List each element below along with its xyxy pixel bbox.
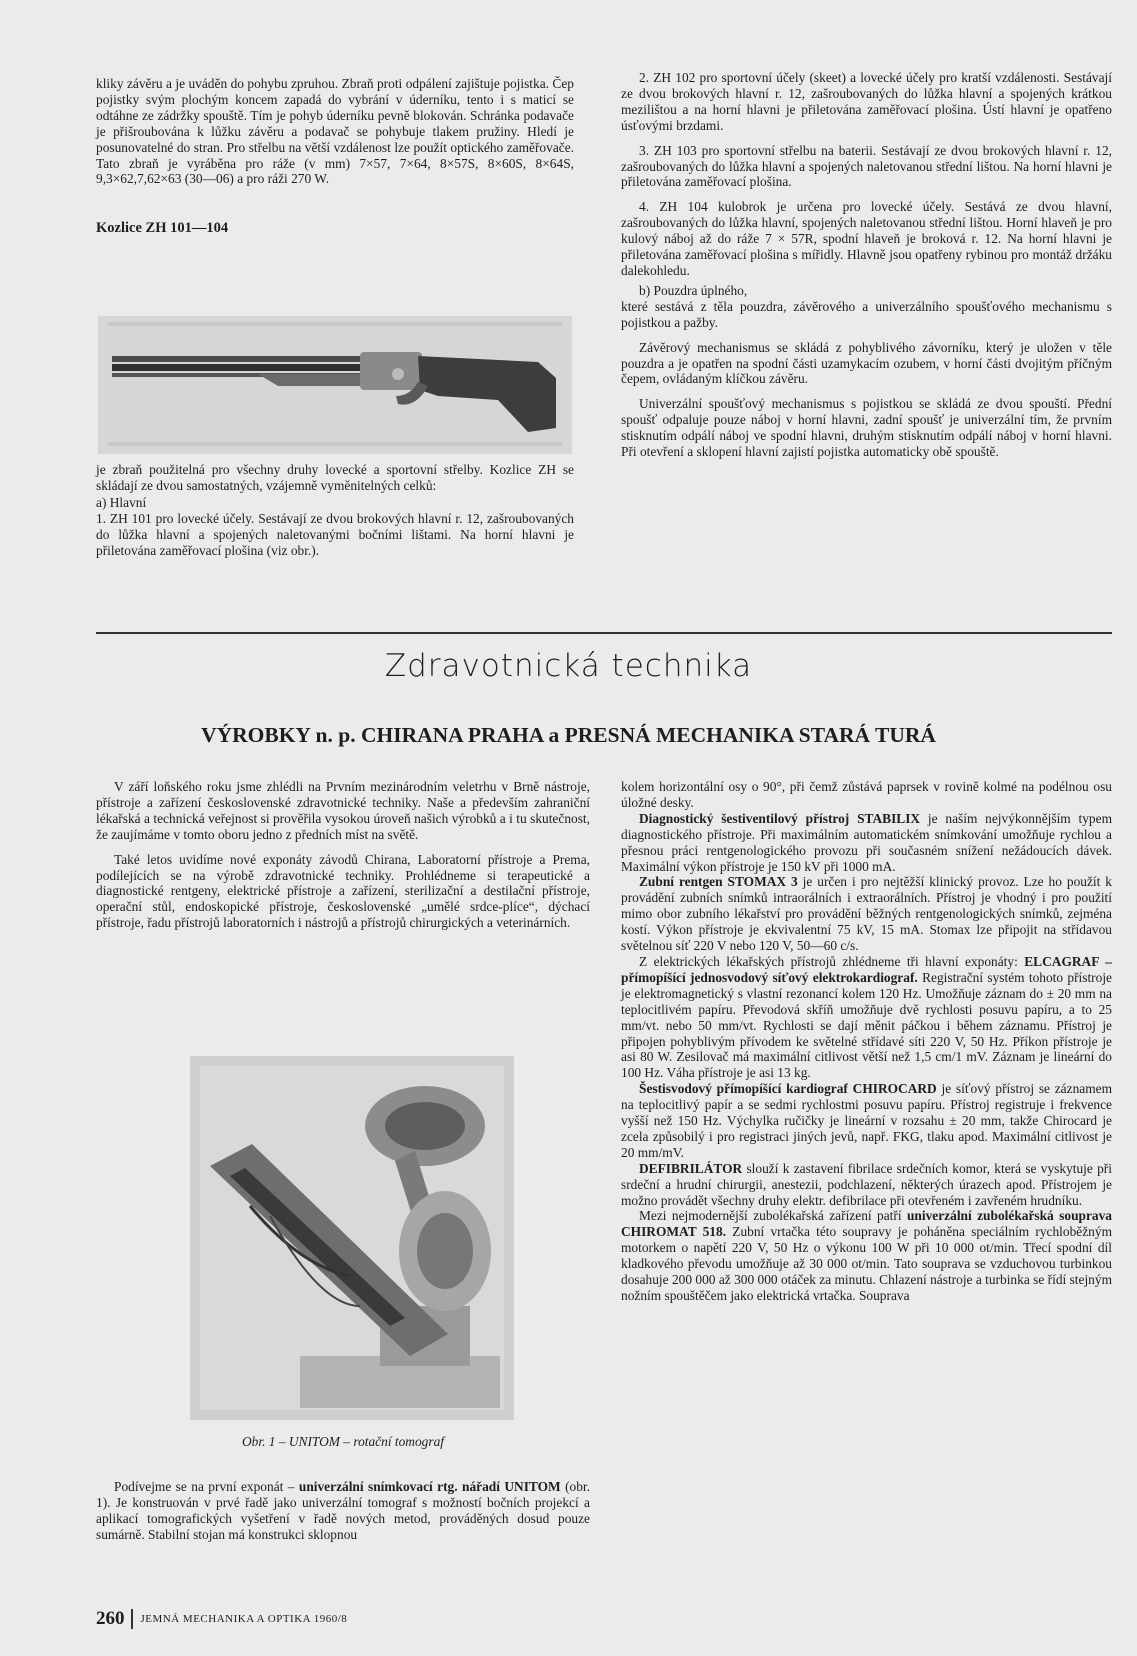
bottom-right-column xyxy=(621,779,1112,1304)
paragraph: V září loňského roku jsme zhlédli na Prvním mezinárodním veletrhu v Brně nástroje, přístroje a zařízení československé zdravotnické techniky. Naše a především zahraniční lékařská a technická veřejnost si prověřila vysokou úroveň našich výrobků a i tu skutečnost, že zaujímáme v tomto oboru jedno z předních míst na světě. xyxy=(96,779,590,842)
shotgun-icon xyxy=(98,316,572,454)
paragraph: kolem horizontální osy o 90°, při čemž zůstává paprsek v rovině kolmé na podélnou osu úložné desky. xyxy=(621,779,1112,810)
bold-text: ELCAGRAF – přímopíšící jednosvodový síťový elektrokardiograf. xyxy=(621,953,1113,985)
paragraph xyxy=(621,811,1112,875)
paragraph: b) Pouzdra úplného, xyxy=(639,282,748,298)
text-run: je určen i pro nejtěžší klinický provoz. Lze ho použít k provádění zubních snímků intraorálních i extraorálních. Přístroj je vhodný i pro použití mimo obor zubního lékařství pro provádění běžných rentgenologických snímků, zejména kostí. Výkon přístroje je ekvivalentní 75 kV, 15 mA. Stomax lze připojit na střídavou světelnou síť 220 V nebo 120 V, 50—60 c/s. xyxy=(621,874,1113,954)
shotgun-photo xyxy=(98,316,572,454)
section-divider xyxy=(96,632,1112,634)
text-run: Z elektrických lékařských přístrojů zhlédneme tři hlavní exponáty: xyxy=(639,953,1025,969)
text-run: Registrační systém tohoto přístroje je elektromagnetický s vlastní rezonancí kolem 120 Hz. Umožňuje záznam do ± 20 mm na teplocitlivém papíru. Převodová skříň umožňuje dvě rychlosti posuvu papíru, a to 25 mm/vt. nebo 50 mm/vt. Rychlosti se dají měnit páčkou i během záznamu. Přístroj je připojen pohyblivým přívodem ke světelné střídavé síti 220 V, 50 Hz. Příkon přístroje je asi 80 W. Zesilovač má maximální citlivost větší než 1,5 cm/1 mV. Záznam je lineární do 100 Hz. Váha přístroje je asi 13 kg. xyxy=(621,969,1113,1081)
paragraph: Také letos uvidíme nové exponáty závodů Chirana, Laboratorní přístroje a Prema, podílejících se na výrobě zdravotnické techniky. Prohlédneme si terapeutické a diagnostické rentgeny, elektrické přístroje a zařízení, sterilizační a destilační přístroje, operační stůl, endoskopické přístroje, československé „umělé srdce-plíce“, dýchací přístroje, řadu přístrojů laboratorních i nástrojů a přístrojů chirurgických a veterinárních. xyxy=(96,851,590,931)
bold-text: DEFIBRILÁTOR xyxy=(639,1160,743,1176)
unitom-photo xyxy=(190,1056,514,1420)
bottom-left-column xyxy=(96,779,590,931)
tomograph-icon xyxy=(190,1056,514,1420)
bottom-left-column-continued xyxy=(96,1479,590,1543)
bold-text: Diagnostický šestiventilový přístroj STABILIX xyxy=(639,810,921,826)
paragraph: je zbraň použitelná pro všechny druhy lovecké a sportovní střelby. Kozlice ZH se skládají ze dvou samostatných, vzájemně vyměnitelných celků: xyxy=(96,462,574,493)
text-run: Mezi nejmodernější zubolékařská zařízení patří xyxy=(639,1208,907,1224)
journal-name: JEMNÁ MECHANIKA A OPTIKA 1960/8 xyxy=(140,1613,348,1625)
paragraph: kliky závěru a je uváděn do pohybu zpruhou. Zbraň proti odpálení zajištuje pojistka. Čep pojistky svým plochým koncem zapadá do vybrání v úderníku, tento i s maticí se odtáhne ze zádržky spouště. Tím je pohyb úderníku pevně blokován. Schránka podavače je přišroubována k lůžku závěru a podavač se pohybuje tlakem pružiny. Hledí je posunovatelné do stran. Pro střelbu na větší vzdálenost lze použít optického zaměřovače. Tato zbraň je vyráběna pro ráže (v mm) 7×57, 7×64, 8×57S, 8×60S, 8×64S, 9,3×62,7,62×63 (30—06) a pro ráži 270 W. xyxy=(96,76,574,187)
paragraph xyxy=(621,1081,1112,1161)
text-run: Zubní vrtačka této soupravy je poháněna speciálním rychloběžným motorkem o napětí 220 V, 50 Hz o výkonu 100 W při 10 000 ot/min. Třecí spodní díl kladkového převodu umožňuje až 30 000 ot/min. Tato souprava se vzduchovou turbinkou dosahuje 200 000 až 300 000 otáček za minutu. Chlazení nástroje a turbinka se řídí stejným nožním spouštěčem jako elektrická vrtačka. Souprava xyxy=(621,1224,1112,1303)
footer-divider xyxy=(131,1609,133,1629)
top-left-column-continued xyxy=(96,462,574,558)
bold-text: Šestisvodový přímopíšící kardiograf CHIROCARD xyxy=(639,1081,937,1097)
bold-text: univerzální zubolékařská souprava CHIROMAT 518. xyxy=(621,1208,1112,1240)
paragraph: Univerzální spoušťový mechanismus s pojistkou se skládá ze dvou spouští. Přední spoušť odpaluje pouze náboj v horní hlavni, zadní spoušť je univerzální tím, že prvním stisknutím odpálí náboj ve spodní hlavni, druhým stisknutím odpálí náboj v horní hlavni. Při otevření a sklopení hlavní zajistí pojistka automaticky obě spouště. xyxy=(621,396,1112,460)
text-run: je síťový přístroj se záznamem na teplocitlivý papír a se sedmi rychlostmi posuvu papíru. Přístroj registruje i frekvence vyšší než 150 Hz. Výchylka ručičky je lineární v rozsahu ± 20 mm, takže Chirocard je zcela způsobilý i pro registraci jiných jevů, např. FKG, tlaku apod. Maximální citlivost je 20 mm/mV. xyxy=(621,1081,1112,1160)
paragraph xyxy=(621,1208,1112,1303)
top-right-column xyxy=(621,70,1112,460)
paragraph: 4. ZH 104 kulobrok je určena pro lovecké účely. Sestává ze dvou hlavní, zašroubovaných do lůžka hlavní, spojených naletovanou střední lištou. Horní hlaveň je pro kulový náboj až do ráže 7 × 57R, spodní hlaveň je broková r. 12. Na horní hlavni je přiletována zaměřovací plošina s mířidly. Hlavně jsou opatřeny rybinou pro montáž držáku dalekohledu. xyxy=(621,199,1112,278)
text-run: je naším nejvýkonnějším typem diagnostického přístroje. Při maximálním automatickém snímkování umožňuje rychlou a přesnou práci rentgenologického provozu při současném snížení nežádoucích dávek. Maximální výkon přístroje je 150 kV při 1000 mA. xyxy=(621,810,1112,874)
paragraph: Závěrový mechanismus se skládá z pohyblivého závorníku, který je uložen v těle pouzdra a je opatřen na spodní části uzamykacím ozubem, v horní části dvojitým příčným čepem, ovládaným klíčkou závěru. xyxy=(621,339,1112,387)
page-number: 260 xyxy=(96,1608,125,1629)
list-item: 1. ZH 101 pro lovecké účely. Sestávají ze dvou brokových hlavní r. 12, zašroubovaných do lůžka hlavní a spojených naletovanými bočními lištami. Na horní hlavni je přiletována zaměřovací plošina (viz obr.). xyxy=(96,510,574,558)
bold-text: Zubní rentgen STOMAX 3 xyxy=(639,874,798,890)
paragraph xyxy=(621,954,1112,1081)
paragraph xyxy=(621,1161,1112,1209)
paragraph xyxy=(621,874,1112,954)
text-run: slouží k zastavení fibrilace srdečních komor, která se vyskytuje při srdeční a hrudní chirurgii, anestezii, podchlazení, některých úrazech apod. Přístrojem je možno provádět všechny druhy elektr. defibrilace při otevřeném i zavřeném hrudníku. xyxy=(621,1160,1112,1208)
section-title: Zdravotnická technika xyxy=(384,648,753,684)
paragraph xyxy=(96,1479,590,1543)
text-run: Podívejme se na první exponát – xyxy=(114,1479,299,1494)
top-left-column xyxy=(96,76,574,237)
text-run: (obr. 1). Je konstruován v prvé řadě jako univerzální tomograf s možností bočních projekcí a aplikací tomografických vyšetření v řadě nových metod, prováděných dosud pouze sumárně. Stabilní stojan má konstrukci sklopnou xyxy=(96,1479,590,1542)
paragraph: 3. ZH 103 pro sportovní střelbu na baterii. Sestávají ze dvou brokových hlavní r. 12, zašroubovaných do lůžka hlavní a spojených naletovanou střední lištou. Na horní hlavni je přiletována zaměřovací plošina. xyxy=(621,142,1112,190)
figure-caption: Obr. 1 – UNITOM – rotační tomograf xyxy=(242,1434,444,1449)
paragraph: které sestává z těla pouzdra, závěrového a univerzálního spoušťového mechanismu s pojistkou a pažby. xyxy=(621,298,1112,330)
bold-text: univerzální snímkovací rtg. nářadí UNITOM xyxy=(298,1479,561,1494)
section-heading: Kozlice ZH 101—104 xyxy=(96,220,229,237)
article-title: VÝROBKY n. p. CHIRANA PRAHA a PRESNÁ MECHANIKA STARÁ TURÁ xyxy=(201,723,936,747)
paragraph: 2. ZH 102 pro sportovní účely (skeet) a lovecké účely pro kratší vzdálenosti. Sestávají ze dvou brokových hlavní r. 12, zašroubovaných do lůžka hlavní a spojených krátkou mezilištou a na horní hlavni je přiletována zaměřovací plošina. Ústí hlavní je opatřeno úsťovými brzdami. xyxy=(621,70,1112,133)
list-item: a) Hlavní xyxy=(96,494,147,510)
page-footer xyxy=(96,1608,347,1630)
